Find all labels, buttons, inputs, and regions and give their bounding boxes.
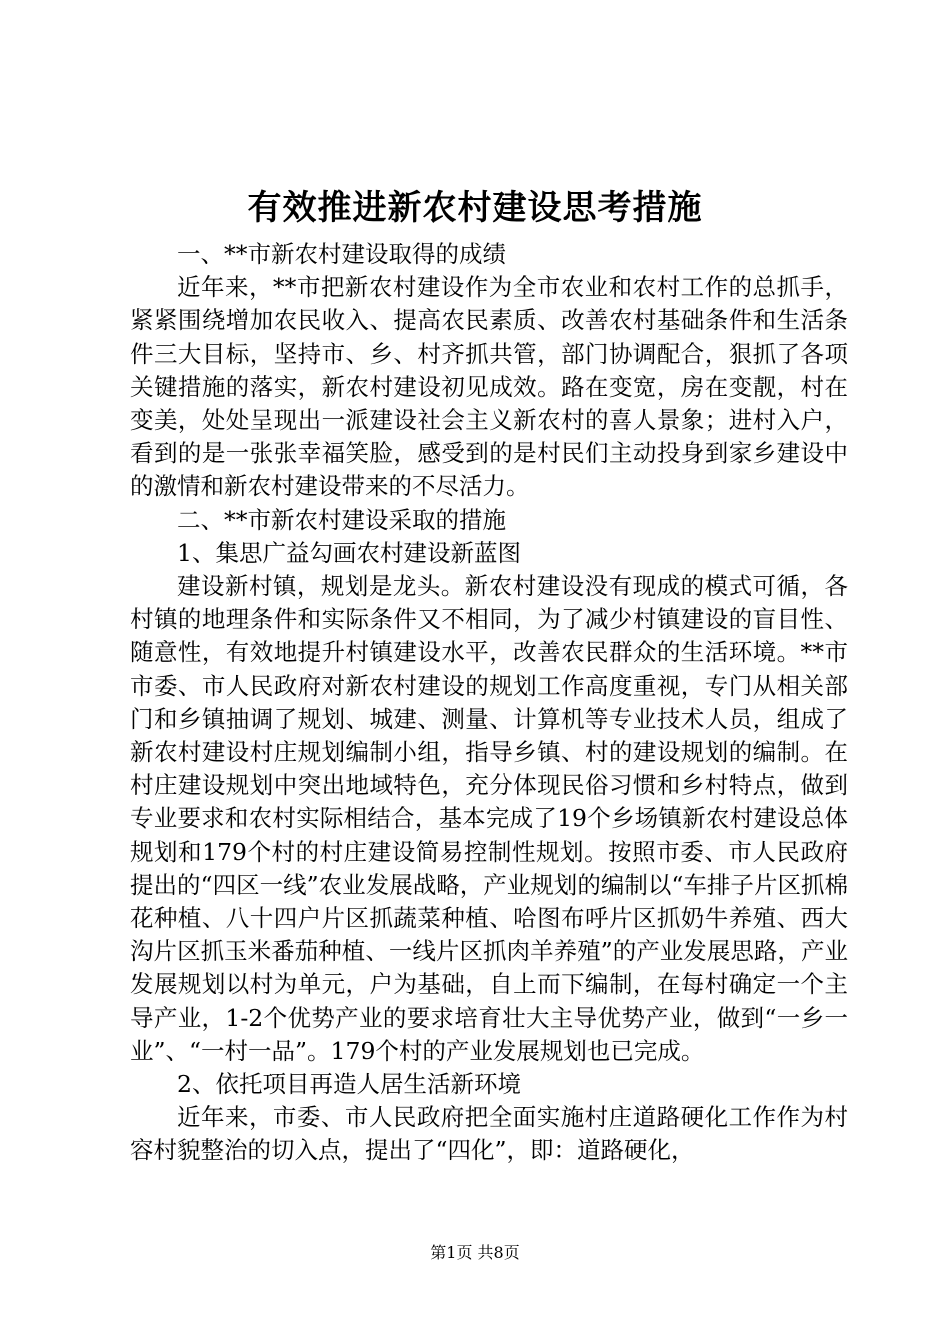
section-heading-2: 二、**市新农村建设采取的措施 [177,505,506,534]
paragraph: 建设新村镇，规划是龙头。新农村建设没有现成的模式可循，各村镇的地理条件和实际条件又不相同，为了减少村镇建设的盲目性、随意性，有效地提升村镇建设水平，改善农民群众的生活环境。**市市委、市人民政府对新农村建设的规划工作高度重视，专门从相关部门和乡镇抽调了规划、城建、测量、计算机等专业技术人员，组成了新农村建设村庄规划编制小组，指导乡镇、村的建设规划的编制。在村庄建设规划中突出地域特色，充分体现民俗习惯和乡村特点，做到专业要求和农村实际相结合，基本完成了19个乡场镇新农村建设总体规划和179个村的村庄建设简易控制性规划。按照市委、市人民政府提出的“四区一线”农业发展战略，产业规划的编制以“车排子片区抓棉花种植、八十四户片区抓蔬菜种植、哈图布呼片区抓奶牛养殖、西大沟片区抓玉米番茄种植、一线片区抓肉羊养殖”的产业发展思路，产业发展规划以村为单元，户为基础，自上而下编制，在每村确定一个主导产业，1-2个优势产业的要求培育壮大主导优势产业，做到“一乡一业”、“一村一品”。179个村的产业发展规划也已完成。 [130,572,848,1065]
document-title: 有效推进新农村建设思考措施 [247,188,703,228]
page-footer: 第1页 共8页 [430,1243,520,1262]
subsection-heading-1: 1、集思广益勾画农村建设新蓝图 [177,538,521,567]
section-heading-1: 一、**市新农村建设取得的成绩 [177,240,506,268]
paragraph: 近年来，**市把新农村建设作为全市农业和农村工作的总抓手，紧紧围绕增加农民收入、提高农民素质、改善农村基础条件和生活条件三大目标，坚持市、乡、村齐抓共管，部门协调配合，狠抓了各项关键措施的落实，新农村建设初见成效。路在变宽，房在变靓，村在变美，处处呈现出一派建设社会主义新农村的喜人景象；进村入户，看到的是一张张幸福笑脸，感受到的是村民们主动投身到家乡建设中的激情和新农村建设带来的不尽活力。 [130,273,848,501]
subsection-heading-2: 2、依托项目再造人居生活新环境 [177,1070,521,1099]
document-body [130,238,848,1168]
paragraph: 近年来，市委、市人民政府把全面实施村庄道路硬化工作作为村容村貌整治的切入点，提出了“四化”，即：道路硬化， [130,1103,848,1165]
